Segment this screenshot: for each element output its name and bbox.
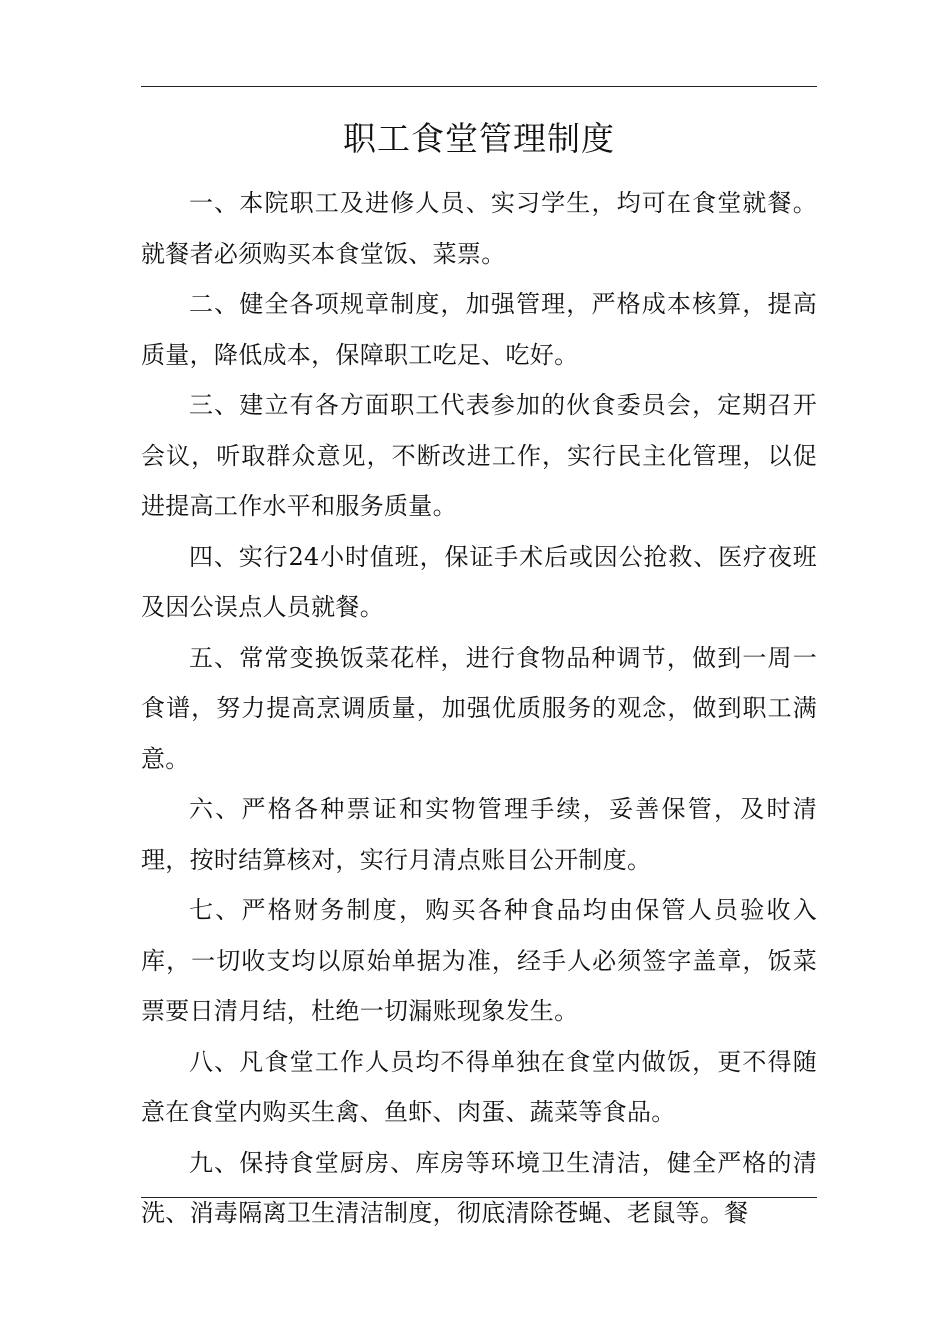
paragraph-5: 五、常常变换饭菜花样，进行食物品种调节，做到一周一食谱，努力提高烹调质量，加强优质服务的观念，做到职工满意。	[141, 643, 817, 773]
paragraph-3: 三、建立有各方面职工代表参加的伙食委员会，定期召开会议，听取群众意见，不断改进工作，实行民主化管理，以促进提高工作水平和服务质量。	[141, 391, 817, 520]
paragraph-6: 六、严格各种票证和实物管理手续，妥善保管，及时清理，按时结算核对，实行月清点账目公开制度。	[141, 795, 817, 874]
document-title: 职工食堂管理制度	[343, 119, 615, 158]
paragraph-9: 九、保持食堂厨房、库房等环境卫生清洁，健全严格的清洗、消毒隔离卫生清洁制度，彻底清除苍蝇、老鼠等。餐	[141, 1148, 817, 1227]
paragraph-1: 一、本院职工及进修人员、实习学生，均可在食堂就餐。就餐者必须购买本食堂饭、菜票。	[141, 189, 817, 268]
paragraph-4: 四、实行24小时值班，保证手术后或因公抢救、医疗夜班及因公误点人员就餐。	[141, 542, 817, 621]
paragraph-7: 七、严格财务制度，购买各种食品均由保管人员验收入库，一切收支均以原始单据为准，经手人必须签字盖章，饭菜票要日清月结，杜绝一切漏账现象发生。	[141, 896, 817, 1025]
footer-rule	[141, 1197, 817, 1198]
header-rule	[141, 86, 817, 87]
paragraph-8: 八、凡食堂工作人员均不得单独在食堂内做饭，更不得随意在食堂内购买生禽、鱼虾、肉蛋、蔬菜等食品。	[141, 1047, 817, 1126]
paragraph-2: 二、健全各项规章制度，加强管理，严格成本核算，提高质量，降低成本，保障职工吃足、吃好。	[141, 290, 817, 369]
document-body	[141, 178, 817, 1239]
